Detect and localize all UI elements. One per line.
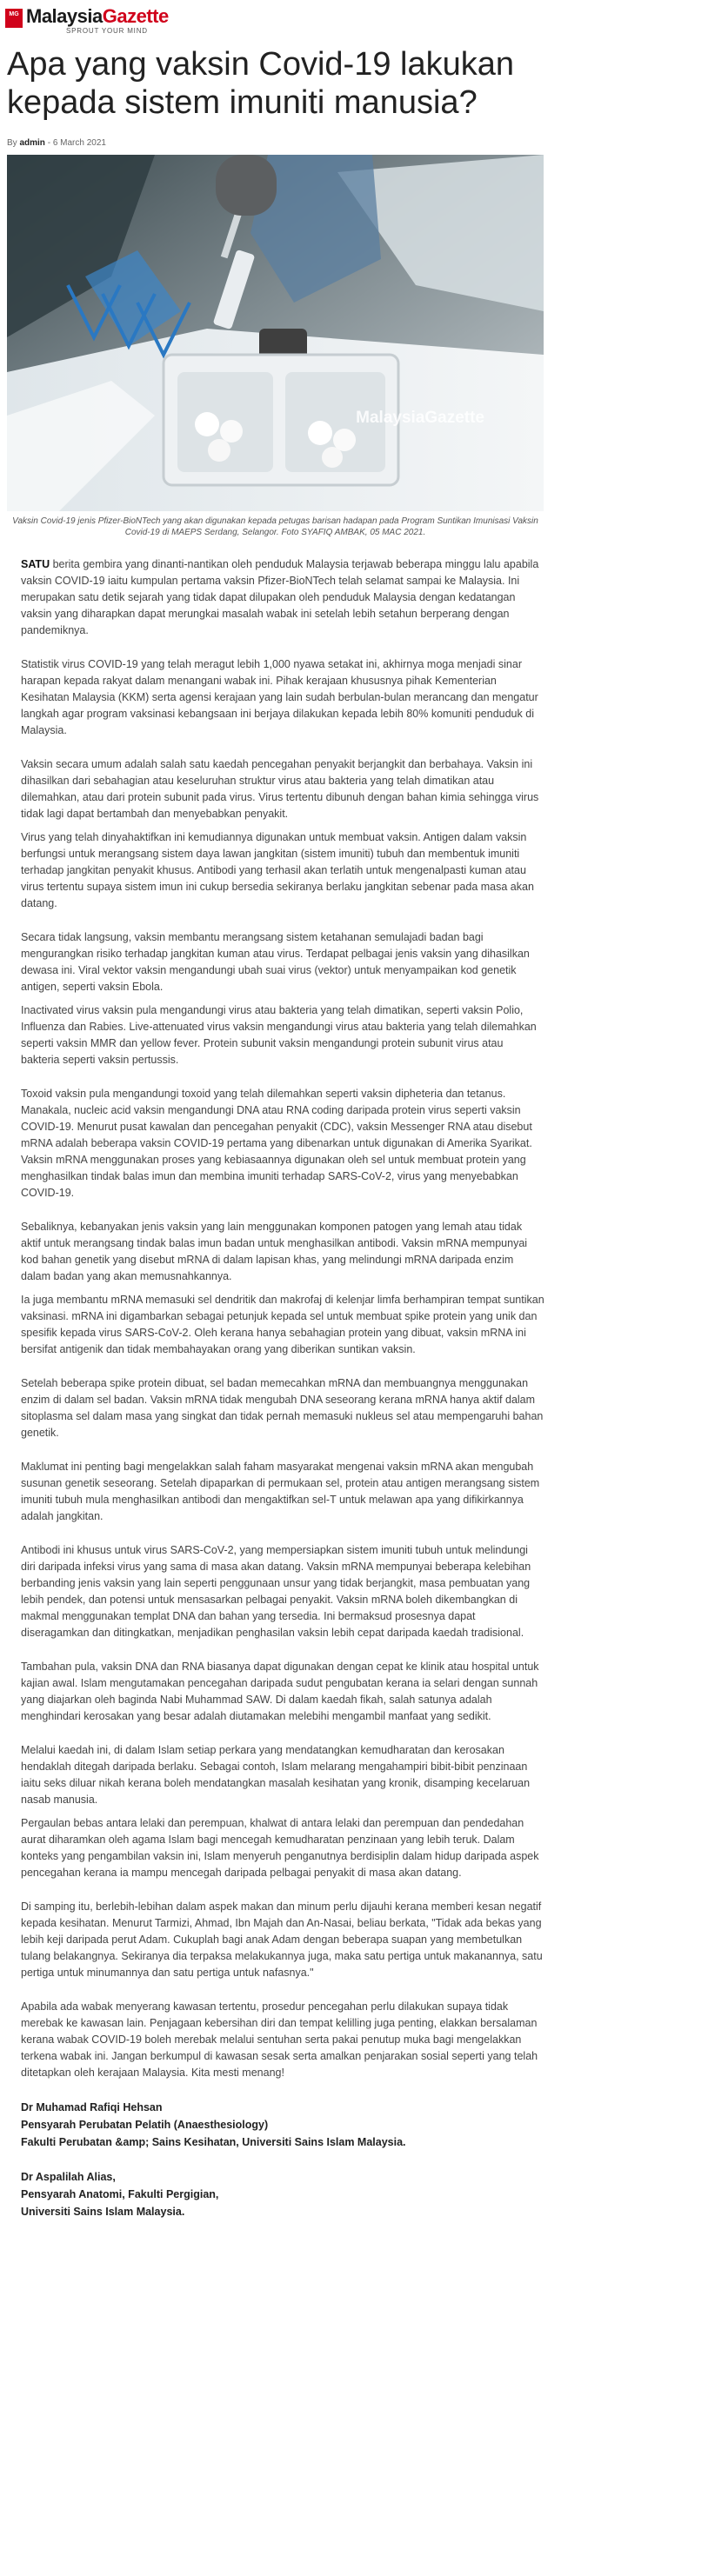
signature-name: Dr Muhamad Rafiqi Hehsan — [21, 2101, 163, 2113]
body-paragraph: Statistik virus COVID-19 yang telah meragut lebih 1,000 nyawa setakat ini, akhirnya moga menjadi sinar harapan kepada rakyat dalam menangani wabak ini. Pihak kerajaan khususnya pihak Kementerian Kesihatan Malaysia (KKM) serta agensi kerajaan yang lain sudah berbulan-bulan merancang dan mengatur langkah agar program vaksinasi kebangsaan ini berjaya dilakukan kepada lebih 80% komuniti penduduk di Malaysia. — [21, 658, 538, 736]
logo-wordmark — [26, 5, 169, 28]
meta-separator: - — [47, 138, 51, 148]
body-paragraph: Melalui kaedah ini, di dalam Islam setiap perkara yang mendatangkan kemudharatan dan kerosakan hendaklah ditegah daripada berlaku. Sebagai contoh, Islam melarang mengahampiri bibit-bibit penzinaan iaitu seks diluar nikah kerana boleh mendatangkan masalah kesihatan yang kronik, disamping kecelaruan nasab manusia. — [21, 1744, 531, 1806]
author-signature-1 — [21, 2099, 544, 2151]
body-paragraph: Vaksin secara umum adalah salah satu kaedah pencegahan penyakit berjangkit dan berbahaya. Vaksin ini dihasilkan dari sebahagian atau keseluruhan struktur virus atau bakteria yang telah dimatikan atau dilemahkan, atau dari protein subunit pada virus. Virus tertentu dibunuh dengan bahan kimia sehingga virus tidak lagi dapat bertambah dan menyebabkan penyakit. — [21, 758, 539, 820]
body-paragraph: Tambahan pula, vaksin DNA dan RNA biasanya dapat digunakan dengan cepat ke klinik atau hospital untuk kajian awal. Islam mengutamakan pencegahan daripada sudut pengubatan kerana ia selari dengan sunnah yang diajarkan oleh baginda Nabi Muhammad SAW. Di dalam kaedah fikah, salah satunya adalah menghindari kerosakan yang besar adalah diutamakan melebihi mengambil manfaat yang sedikit. — [21, 1661, 539, 1722]
vaccine-photo-illustration — [7, 155, 544, 511]
logo-name-part-2: Gazette — [102, 5, 169, 27]
signature-affiliation: Universiti Sains Islam Malaysia. — [21, 2206, 185, 2218]
body-paragraph: Toxoid vaksin pula mengandungi toxoid yang telah dilemahkan seperti vaksin dipheteria dan tetanus. Manakala, nucleic acid vaksin mengandungi DNA atau RNA coding daripada protein virus seperti vaksin COVID-19. Menurut pusat kawalan dan pencegahan penyakit (CDC), vaksin Messenger RNA atau disebut mRNA adalah beberapa vaksin COVID-19 pertama yang dibenarkan untuk digunakan di Amerika Syarikat. Vaksin mRNA menggunakan proses yang kebiasaannya digunakan oleh sel untuk membuat protein yang menghasilkan tindak balas imun dan membina imuniti terhadap SARS-CoV-2, virus yang menyebabkan COVID-19. — [21, 1088, 532, 1199]
photo-caption: Vaksin Covid-19 jenis Pfizer-BioNTech yang akan digunakan kepada petugas barisan hadapan pada Program Suntikan Imunisasi Vaksin Covid-19 di MAEPS Serdang, Selangor. Foto SYAFIQ AMBAK, 05 MAC 2021. — [12, 516, 538, 537]
signature-name: Dr Aspalilah Alias, — [21, 2171, 116, 2183]
author-link[interactable]: admin — [19, 138, 45, 148]
body-paragraph: Sebaliknya, kebanyakan jenis vaksin yang lain menggunakan komponen patogen yang lemah atau tidak aktif untuk merangsang tindak balas imun badan untuk menghasilkan antibodi. Vaksin mRNA mempunyai kod bahan genetik yang disebut mRNA di dalam lapisan khas, yang melindungi mRNA daripada enzim dalam badan yang akan memusnahkannya. — [21, 1221, 528, 1282]
body-paragraph: Apabila ada wabak menyerang kawasan tertentu, prosedur pencegahan perlu dilakukan supaya tidak merebak ke kawasan lain. Penjagaan kebersihan diri dan tempat kelilling juga penting, elakkan bersalaman kerana wabak COVID-19 boleh merebak melalui sentuhan serta pakai penutup muka bagi mengelakkan terkena wabak ini. Jangan berkumpul di kawasan sesak serta amalkan penjarakan sosial seperti yang telah ditetapkan oleh kerajaan Malaysia. Kita mesti menang! — [21, 2000, 538, 2079]
lead-word: SATU — [21, 558, 50, 570]
photo-watermark: MalaysiaGazette — [356, 409, 484, 427]
by-label: By — [7, 138, 17, 148]
body-paragraph: Ia juga membantu mRNA memasuki sel dendritik dan makrofaj di kelenjar limfa berhampiran tempat suntikan vaksinasi. mRNA ini digambarkan sebagai petunjuk kepada sel untuk membuat spike protein yang unik dan spesifik kepada virus SARS-CoV-2. Oleh kerana hanya sebahagian protein yang dibuat, vaksin mRNA ini bersifat antigenik dan tidak membahayakan orang yang diberikan suntikan vaksin. — [21, 1294, 544, 1355]
signature-title: Pensyarah Anatomi, Fakulti Pergigian, — [21, 2188, 219, 2200]
lead-text: berita gembira yang dinanti-nantikan oleh penduduk Malaysia terjawab beberapa minggu lalu apabila vaksin COVID-19 iaitu kumpulan pertama vaksin Pfizer-BioNTech telah selamat sampai ke Malaysia. Ini merupakan satu detik sejarah yang tidak dapat dilupakan oleh penduduk Malaysia dengan kedatangan vaksin yang diharapkan dapat merungkai masalah wabak ini setelah lebih setahun berperang dengan pandemiknya. — [21, 558, 539, 636]
article-body — [21, 556, 544, 2238]
publish-date: 6 March 2021 — [52, 138, 106, 148]
body-paragraph: Inactivated virus vaksin pula mengandungi virus atau bakteria yang telah dimatikan, seperti vaksin Polio, Influenza dan Rabies. Live-attenuated virus vaksin mengandungi virus atau bakteria yang telah dilemahkan seperti vaksin MMR dan yellow fever. Protein subunit vaksin mengandungi protein subunit virus atau bakteria seperti vaksin pertussis. — [21, 1004, 537, 1066]
signature-affiliation: Fakulti Perubatan &amp; Sains Kesihatan, Universiti Sains Islam Malaysia. — [21, 2136, 406, 2148]
body-paragraph: Pergaulan bebas antara lelaki dan perempuan, khalwat di antara lelaki dan perempuan dan pendedahan aurat diharamkan oleh agama Islam bagi mencegah kemudharatan penzinaan yang lebih teruk. Dalam konteks yang pengambilan vaksin ini, Islam menyeruh penganutnya berdisiplin dalam hidup daripada aspek pencegahan kerana ia mampu mencegah daripada pelbagai penyakit di masa akan datang. — [21, 1817, 539, 1879]
body-paragraph: Virus yang telah dinyahaktifkan ini kemudiannya digunakan untuk membuat vaksin. Antigen dalam vaksin berfungsi untuk merangsang sistem daya lawan jangkitan (sistem imuniti) tubuh dan membentuk imuniti terhadap jangkitan penyakit khusus. Antibodi yang terhasil akan terlatih untuk mengenalpasti kuman atau virus tertentu supaya sistem imun ini cukup bersedia sekiranya berlaku jangkitan sebenar pada masa akan datang. — [21, 831, 534, 909]
logo-mark: MG — [5, 9, 23, 28]
signature-title: Pensyarah Perubatan Pelatih (Anaesthesiology) — [21, 2119, 269, 2131]
logo-tagline: SPROUT YOUR MIND — [66, 27, 148, 35]
logo-name-part-1: Malaysia — [26, 5, 103, 27]
featured-photo — [7, 155, 544, 511]
article-title: Apa yang vaksin Covid-19 lakukan kepada sistem imuniti manusia? — [7, 46, 515, 121]
author-signature-2 — [21, 2168, 544, 2220]
body-paragraph: Maklumat ini penting bagi mengelakkan salah faham masyarakat mengenai vaksin mRNA akan mengubah susunan genetik seseorang. Setelah dipaparkan di permukaan sel, protein atau antigen merangsang sistem imuniti tubuh mula menghasilkan antibodi dan mengaktifkan sel-T untuk melawan apa yang difikirkannya adalah jangkitan. — [21, 1461, 540, 1522]
article-meta — [7, 138, 106, 148]
body-paragraph: Antibodi ini khusus untuk virus SARS-CoV-2, yang mempersiapkan sistem imuniti tubuh untuk melindungi diri daripada infeksi virus yang sama di masa akan datang. Vaksin mRNA mempunyai beberapa kelebihan berbanding jenis vaksin yang lain seperti penggunaan unsur yang tidak berjangkit, masa pembuatan yang lebih pendek, dan potensi untuk mensasarkan pelbagai penyakit. Vaksin mRNA boleh dikembangkan di makmal menggunakan templat DNA dan bahan yang tersedia. Ini bermaksud prosesnya dapat diseragamkan dan ditingkatkan, menjadikan penghasilan vaksin lebih cepat daripada kaedah tradisional. — [21, 1544, 531, 1639]
body-paragraph: Setelah beberapa spike protein dibuat, sel badan memecahkan mRNA dan membuangnya menggunakan enzim di dalam sel badan. Vaksin mRNA tidak mengubah DNA seseorang kerana mRNA hanya aktif dalam sitoplasma sel dalam masa yang singkat dan tidak pernah memasuki nukleus sel atau mempengaruhi bahan genetik. — [21, 1377, 544, 1439]
body-paragraph: Di samping itu, berlebih-lebihan dalam aspek makan dan minum perlu dijauhi kerana memberi kesan negatif kepada kesihatan. Menurut Tarmizi, Ahmad, Ibn Majah dan An-Nasai, beliau berkata, "Tidak ada bekas yang lebih keji daripada perut Adam. Cukuplah bagi anak Adam dengan beberapa suapan yang membetulkan tulang belakangnya. Sekiranya dia terpaksa melakukannya juga, maka satu pertiga untuk makanannya, satu pertiga untuk minumannya dan satu pertiga untuk nafasnya." — [21, 1900, 543, 1979]
site-logo[interactable] — [5, 5, 231, 35]
lead-paragraph — [21, 556, 544, 639]
body-paragraph: Secara tidak langsung, vaksin membantu merangsang sistem ketahanan semulajadi badan bagi mengurangkan risiko terhadap jangkitan kuman atau virus. Terdapat pelbagai jenis vaksin yang dihasilkan dewasa ini. Viral vektor vaksin mengandungi ubah suai virus (vektor) untuk menyampaikan kod genetik antigen, seperti vaksin Ebola. — [21, 931, 530, 993]
